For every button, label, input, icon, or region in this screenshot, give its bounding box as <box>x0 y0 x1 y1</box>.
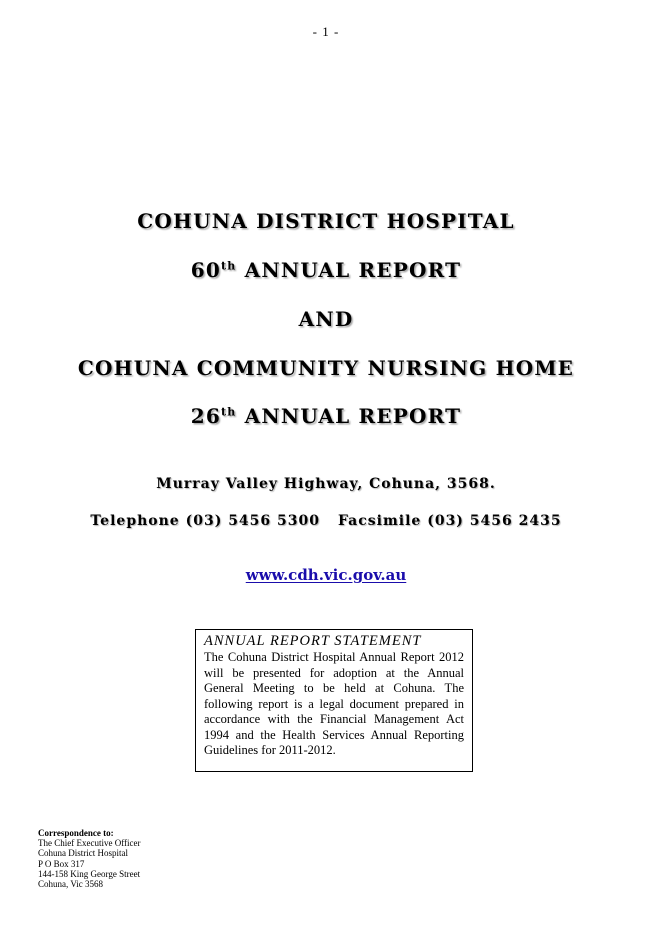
hospital-name-heading: COHUNA DISTRICT HOSPITAL <box>137 209 515 233</box>
page-number: - 1 - <box>312 24 340 39</box>
hospital-report-number: 60 <box>190 258 222 282</box>
correspondence-line: The Chief Executive Officer <box>38 838 141 849</box>
nursing-home-name-heading: COHUNA COMMUNITY NURSING HOME <box>77 356 575 380</box>
statement-body: The Cohuna District Hospital Annual Report 2012 will be presented for adoption at the Annual General Meeting to be held at Cohuna. The following report is a legal document prepared in accordance with the Financial Management Act 1994 and the Health Services Annual Reporting Guidelines for 2011-2012. <box>204 650 464 757</box>
nursing-home-report-ordinal: th <box>221 405 237 419</box>
nursing-home-report-number: 26 <box>190 404 222 428</box>
correspondence-line: Cohuna District Hospital <box>38 848 128 859</box>
correspondence-line: Cohuna, Vic 3568 <box>38 879 104 890</box>
hospital-report-ordinal: th <box>221 259 237 273</box>
phone-fax-line <box>0 513 652 529</box>
hospital-report-label: ANNUAL REPORT <box>244 258 462 282</box>
correspondence-block <box>38 828 141 889</box>
nursing-home-report-heading <box>0 404 652 428</box>
nursing-home-report-label: ANNUAL REPORT <box>244 404 462 428</box>
telephone-text: Telephone (03) 5456 5300 <box>90 513 320 529</box>
correspondence-line: P O Box 317 <box>38 858 85 869</box>
correspondence-heading: Correspondence to: <box>38 828 114 838</box>
annual-report-statement-box <box>195 629 473 772</box>
address-line: Murray Valley Highway, Cohuna, 3568. <box>156 476 496 492</box>
facsimile-text: Facsimile (03) 5456 2435 <box>338 513 562 529</box>
website-link[interactable]: www.cdh.vic.gov.au <box>245 566 407 584</box>
hospital-report-heading <box>0 258 652 282</box>
correspondence-line: 144-158 King George Street <box>38 868 141 879</box>
statement-title: ANNUAL REPORT STATEMENT <box>204 633 422 649</box>
and-heading: AND <box>298 307 354 331</box>
